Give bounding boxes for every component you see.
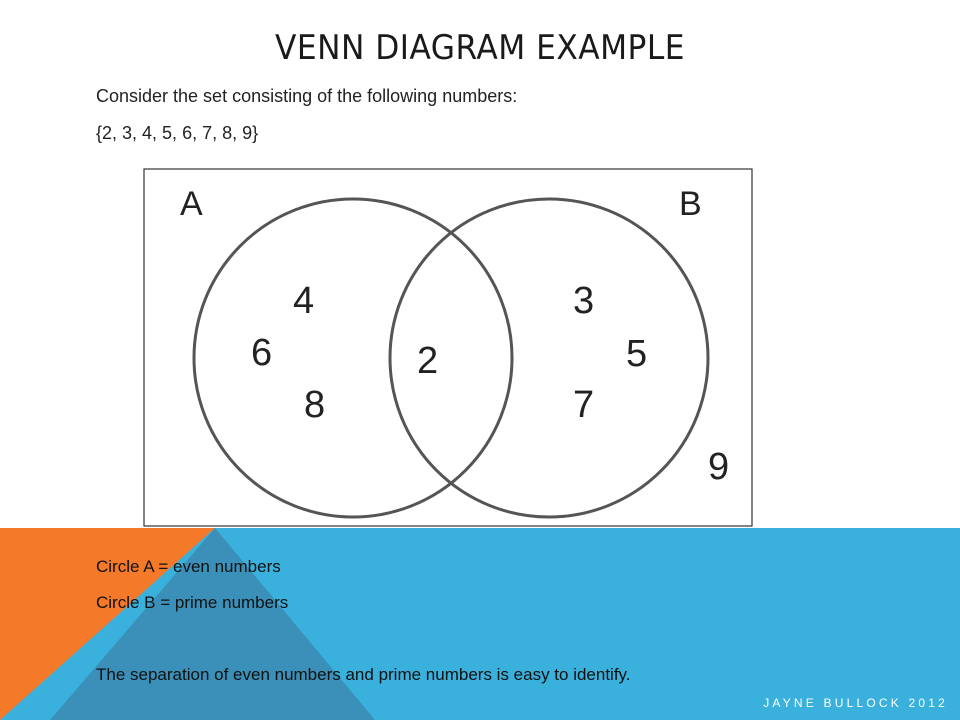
- set-b-label: B: [679, 185, 702, 223]
- set-a-label: A: [180, 185, 203, 223]
- element-a-1: 4: [293, 280, 315, 322]
- footer-credit: JAYNE BULLOCK 2012: [763, 696, 948, 710]
- intro-text: Consider the set consisting of the following numbers:: [96, 86, 518, 106]
- element-b-2: 5: [626, 333, 648, 375]
- slide-title: VENN DIAGRAM EXAMPLE: [275, 28, 685, 68]
- element-outside-1: 9: [708, 446, 730, 488]
- venn-diagram: [143, 168, 753, 527]
- venn-svg: [143, 168, 753, 527]
- element-a-3: 8: [304, 384, 326, 426]
- conclusion-text: The separation of even numbers and prime numbers is easy to identify.: [96, 665, 631, 684]
- element-b-1: 3: [573, 280, 595, 322]
- circle-a-description: Circle A = even numbers: [96, 557, 281, 576]
- element-intersection-1: 2: [417, 340, 439, 382]
- circle-b-description: Circle B = prime numbers: [96, 593, 289, 612]
- element-a-2: 6: [251, 332, 273, 374]
- number-set: {2, 3, 4, 5, 6, 7, 8, 9}: [96, 123, 259, 143]
- element-b-3: 7: [573, 384, 595, 426]
